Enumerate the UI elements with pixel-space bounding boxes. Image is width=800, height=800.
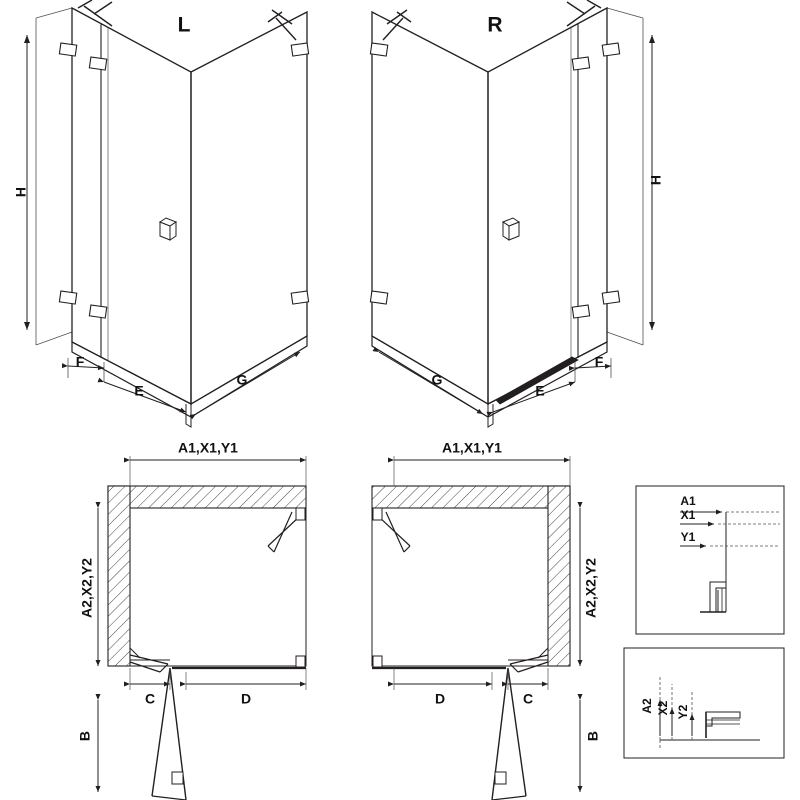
dim-Y2-detail: Y2 [676,704,691,720]
dim-E-right: E [535,382,545,399]
dim-F-left: F [75,353,85,370]
iso-view-right [370,0,652,427]
detail-top-labels [680,494,696,544]
plan-view-left [98,456,306,800]
dim-D-right: D [434,690,446,707]
dim-D-left: D [240,690,252,707]
dim-Y1-detail: Y1 [680,530,696,545]
detail-bottom-labels [640,698,690,719]
dim-B-right: B [584,730,601,742]
iso-right-labels [432,14,664,399]
dim-G-right: G [431,371,443,388]
dim-A2-detail: A2 [640,698,655,714]
dim-F-right: F [594,353,604,370]
dim-A1X1Y1-left: A1,X1,Y1 [178,439,238,456]
iso-view-left [27,0,309,427]
plan-right-labels [435,440,601,741]
dim-A2X2Y2-left: A2,X2,Y2 [78,558,95,618]
dim-X1-detail: X1 [680,508,696,523]
dim-B-left: B [76,730,93,742]
view-label-R: R [487,13,503,37]
dim-X2-detail: X2 [656,700,671,716]
plan-left-labels [77,440,251,741]
dim-A1-detail: A1 [680,494,696,509]
dim-H-left: H [12,186,29,198]
dim-A1X1Y1-right: A1,X1,Y1 [442,439,502,456]
dim-A2X2Y2-right: A2,X2,Y2 [582,558,599,618]
view-label-L: L [177,13,191,37]
dim-G-left: G [236,371,248,388]
detail-top [636,486,784,634]
plan-view-right [372,456,580,800]
dim-C-left: C [144,690,156,707]
dim-H-right: H [647,174,664,186]
dim-E-left: E [134,382,144,399]
dim-C-right: C [522,690,534,707]
